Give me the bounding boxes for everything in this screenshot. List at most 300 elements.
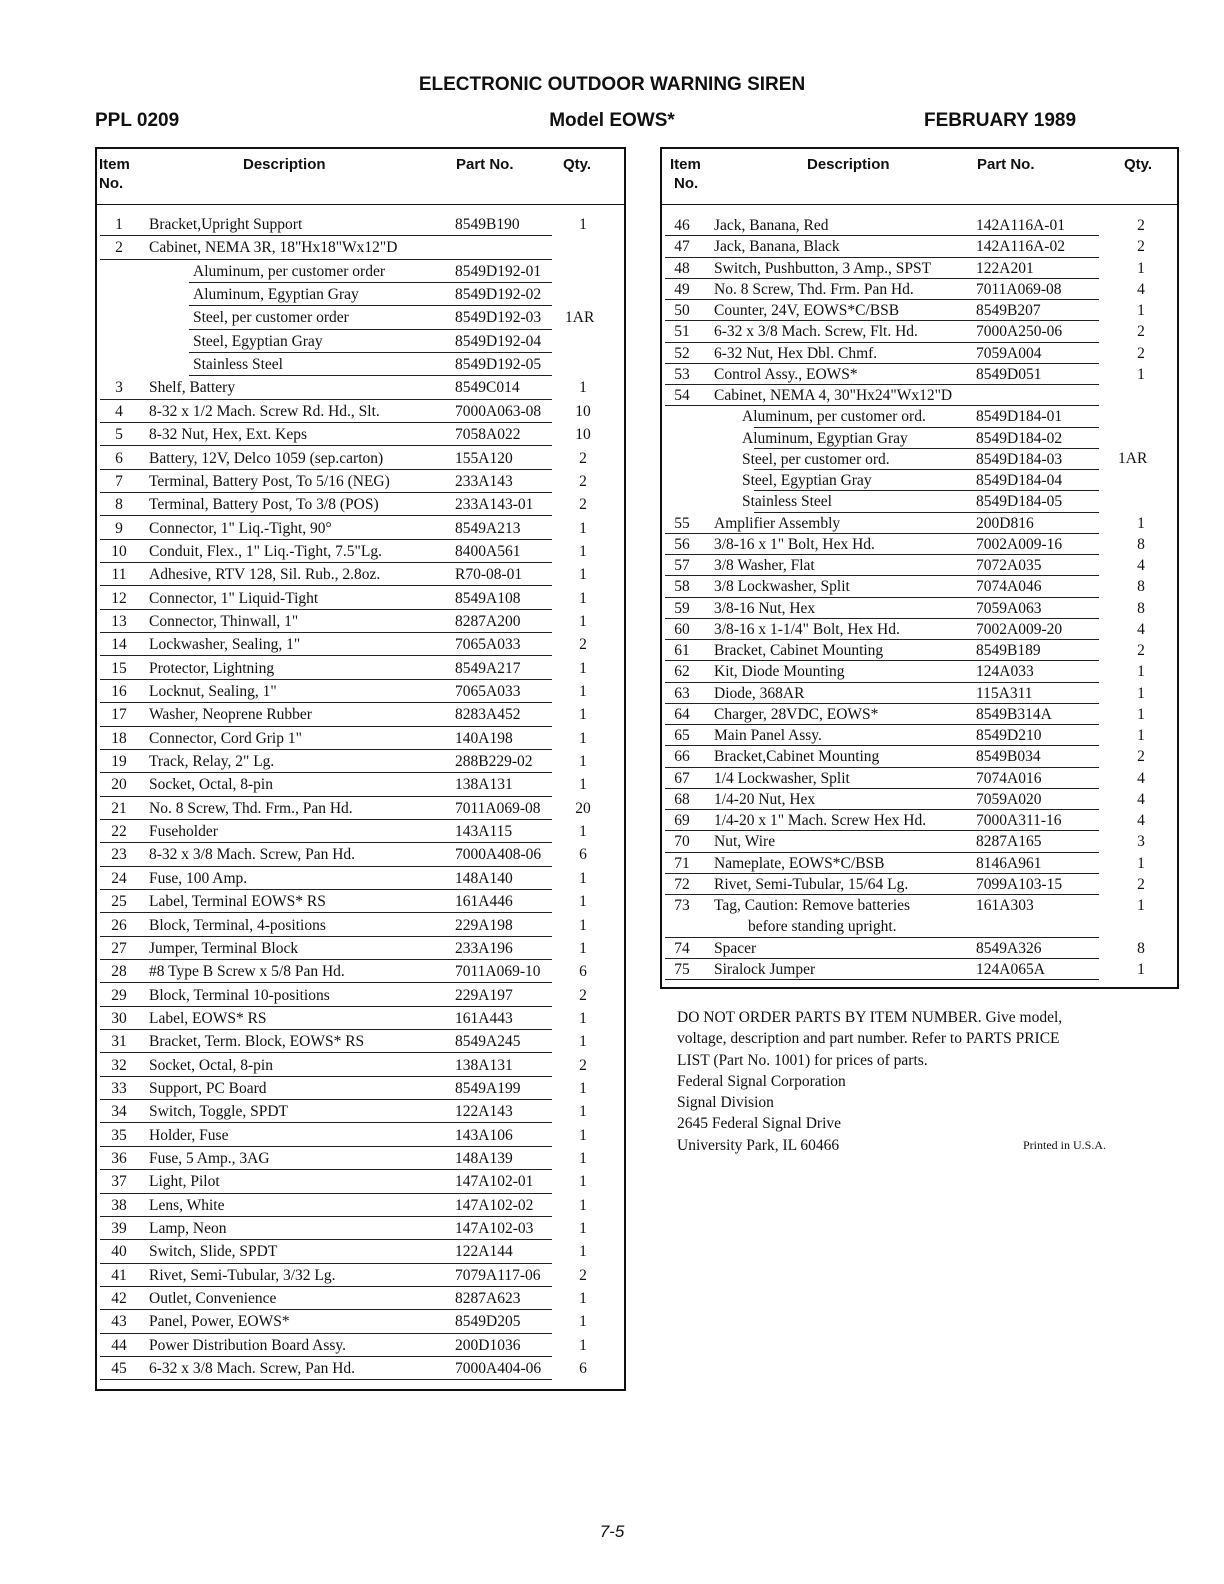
quantity: 2 [579, 986, 587, 1004]
quantity: 1 [1137, 302, 1145, 319]
table-row [662, 279, 1177, 300]
part-number: 8549D184-01 [976, 408, 1063, 426]
item-number: 18 [111, 729, 127, 747]
part-number: 140A198 [455, 729, 513, 747]
quantity: 1 [579, 612, 587, 630]
header-part-no: Part No. [977, 156, 1035, 173]
part-number: 8549A217 [455, 659, 521, 677]
item-number: 62 [674, 663, 690, 681]
item-number: 2 [115, 239, 123, 257]
table-row [662, 576, 1177, 597]
quantity: 20 [575, 799, 591, 817]
part-number: 7000A408-06 [455, 846, 542, 864]
table-row [662, 704, 1177, 725]
part-number: 7002A009-16 [976, 535, 1063, 553]
table-row [97, 1007, 624, 1030]
part-number: 8549D051 [976, 365, 1042, 383]
part-number: 7011A069-10 [455, 963, 541, 981]
item-description: Locknut, Sealing, 1" [149, 683, 277, 700]
item-number: 11 [111, 566, 127, 584]
item-number: 68 [674, 790, 690, 808]
item-description: Jack, Banana, Red [714, 217, 829, 234]
item-number: 10 [111, 542, 127, 560]
part-number: 148A140 [455, 869, 513, 887]
part-number: 229A198 [455, 916, 513, 934]
item-number: 52 [674, 344, 690, 362]
item-description: Aluminum, Egyptian Gray [193, 286, 359, 304]
item-description: Block, Terminal 10-positions [149, 986, 330, 1004]
table-row [97, 353, 624, 376]
table-row [97, 213, 624, 236]
note-line: Signal Division [677, 1094, 774, 1112]
part-number: 143A106 [455, 1126, 513, 1144]
quantity: 2 [579, 496, 587, 514]
part-number: 8549D184-03 [976, 450, 1063, 468]
item-number: 26 [111, 916, 127, 934]
table-row [97, 914, 624, 937]
quantity: 1 [1137, 663, 1145, 681]
item-description: Bracket, Cabinet Mounting [714, 642, 884, 659]
quantity: 1 [579, 729, 587, 747]
item-description: Spacer [714, 939, 757, 957]
table-row [97, 984, 624, 1007]
item-number: 32 [111, 1056, 127, 1074]
table-row [97, 890, 624, 913]
item-number: 20 [111, 776, 127, 794]
item-number: 19 [111, 753, 127, 771]
table-row [662, 746, 1177, 767]
item-description: Switch, Slide, SPDT [149, 1243, 278, 1261]
quantity: 8 [1137, 599, 1145, 617]
item-description: Panel, Power, EOWS* [149, 1313, 290, 1331]
table-row [662, 364, 1177, 385]
item-description: Socket, Octal, 8-pin [149, 776, 273, 794]
table-row [662, 385, 1177, 406]
item-description: Fuseholder [149, 823, 218, 841]
quantity: 2 [579, 636, 587, 654]
item-description: Tag, Caution: Remove batteries [714, 897, 911, 914]
item-number: 7 [115, 472, 123, 490]
table-row [97, 960, 624, 983]
table-row [97, 236, 624, 259]
item-number: 15 [111, 659, 127, 677]
part-number: 7059A004 [976, 344, 1042, 362]
table-row [662, 449, 1177, 470]
item-number: 24 [111, 869, 127, 887]
item-number: 72 [674, 875, 690, 893]
item-description: 3/8 Lockwasher, Split [714, 578, 850, 596]
part-number: 8549A326 [976, 939, 1042, 957]
table-row [97, 1240, 624, 1263]
model-name: Model EOWS* [549, 110, 675, 131]
table-row [97, 447, 624, 470]
header-description: Description [243, 156, 326, 173]
item-number: 59 [674, 599, 690, 617]
item-number: 34 [111, 1103, 127, 1121]
item-number: 73 [674, 897, 690, 914]
table-row [662, 258, 1177, 279]
part-number: 229A197 [455, 986, 513, 1004]
item-number: 63 [674, 684, 690, 702]
table-row [662, 916, 1177, 937]
table-row [97, 517, 624, 540]
part-number: 147A102-02 [455, 1196, 534, 1214]
table-row [662, 215, 1177, 236]
table-row [97, 1147, 624, 1170]
quantity: 1 [579, 1126, 587, 1144]
item-number: 75 [674, 960, 690, 978]
item-description: Label, Terminal EOWS* RS [149, 893, 326, 911]
quantity: 1 [579, 1079, 587, 1097]
item-number: 12 [111, 589, 127, 607]
item-number: 45 [111, 1360, 127, 1378]
item-number: 27 [111, 939, 127, 957]
item-number: 23 [111, 846, 127, 864]
part-number: 142A116A-01 [976, 217, 1065, 234]
quantity: 1 [579, 1220, 587, 1238]
quantity: 1 [579, 706, 587, 724]
quantity: 2 [1137, 748, 1145, 766]
part-number: 147A102-03 [455, 1220, 534, 1238]
table-row [97, 1217, 624, 1240]
table-row [97, 937, 624, 960]
item-number: 37 [111, 1173, 127, 1191]
part-number: 122A143 [455, 1103, 513, 1121]
part-number: 161A443 [455, 1009, 513, 1027]
item-description: 6-32 x 3/8 Mach. Screw, Pan Hd. [149, 1360, 356, 1378]
table-row [97, 1077, 624, 1100]
quantity: 1 [579, 659, 587, 677]
item-description: Bracket, Term. Block, EOWS* RS [149, 1033, 365, 1051]
quantity: 4 [1137, 280, 1145, 298]
part-number: 138A131 [455, 1056, 513, 1074]
part-number: 8549D184-05 [976, 493, 1063, 511]
item-number: 4 [115, 402, 123, 420]
table-row [662, 470, 1177, 491]
quantity: 1 [579, 683, 587, 700]
item-description: Stainless Steel [193, 356, 283, 374]
part-number: 200D816 [976, 514, 1034, 532]
note-line: DO NOT ORDER PARTS BY ITEM NUMBER. Give model, [677, 1009, 1063, 1026]
header-part-no: Part No. [456, 156, 514, 173]
part-number: 161A446 [455, 893, 513, 911]
quantity: 10 [575, 426, 591, 444]
item-description: 6-32 Nut, Hex Dbl. Chmf. [714, 344, 878, 362]
item-description: Washer, Neoprene Rubber [149, 706, 312, 724]
quantity: 2 [1137, 642, 1145, 659]
part-number: 200D1036 [455, 1336, 521, 1354]
part-number: 7099A103-15 [976, 875, 1063, 893]
item-description: Amplifier Assembly [714, 514, 841, 532]
table-row [97, 773, 624, 796]
quantity: 1 [579, 869, 587, 887]
quantity: 2 [579, 1266, 587, 1284]
table-row [662, 491, 1177, 512]
part-number: 7059A063 [976, 599, 1042, 617]
table-header [97, 149, 624, 205]
part-number: 8549D192-04 [455, 332, 542, 350]
part-number: 147A102-01 [455, 1173, 534, 1191]
item-description: Socket, Octal, 8-pin [149, 1056, 273, 1074]
item-description: Charger, 28VDC, EOWS* [714, 705, 879, 723]
ppl-number: PPL 0209 [95, 110, 180, 131]
item-description: Cabinet, NEMA 4, 30"Hx24"Wx12"D [714, 387, 953, 404]
quantity: 10 [575, 402, 591, 420]
item-description: 1/4 Lockwasher, Split [714, 769, 850, 787]
quantity: 1 [1137, 960, 1145, 978]
item-number: 74 [674, 939, 690, 957]
note-line: University Park, IL 60466 [677, 1136, 840, 1154]
quantity: 2 [579, 472, 587, 490]
quantity: 2 [1137, 323, 1145, 341]
item-description: Lockwasher, Sealing, 1" [149, 636, 301, 654]
item-number: 1 [115, 216, 123, 233]
item-description: Rivet, Semi-Tubular, 15/64 Lg. [714, 875, 909, 893]
quantity: 1 [1137, 514, 1145, 532]
part-number: 8549A108 [455, 589, 521, 607]
item-description: Nut, Wire [714, 833, 776, 851]
item-description: Shelf, Battery [149, 379, 236, 397]
quantity: 1 [1137, 897, 1145, 914]
item-number: 38 [111, 1196, 127, 1214]
item-description: Switch, Toggle, SPDT [149, 1103, 289, 1121]
item-description: Diode, 368AR [714, 684, 805, 702]
part-number: 8549D192-01 [455, 262, 542, 280]
item-description: Steel, Egyptian Gray [742, 472, 872, 489]
part-number: 8287A165 [976, 833, 1042, 851]
table-row [97, 727, 624, 750]
table-row [97, 1124, 624, 1147]
quantity: 3 [1137, 833, 1145, 851]
item-number: 5 [115, 426, 123, 444]
table-row [662, 661, 1177, 682]
quantity: 4 [1137, 769, 1145, 787]
item-description: Switch, Pushbutton, 3 Amp., SPST [714, 259, 932, 277]
table-row [97, 797, 624, 820]
quantity: 1 [579, 1336, 587, 1354]
quantity: 1 [579, 1290, 587, 1308]
table-row [662, 853, 1177, 874]
quantity: 2 [579, 1056, 587, 1074]
item-description: 8-32 x 3/8 Mach. Screw, Pan Hd. [149, 846, 356, 864]
quantity: 1 [579, 893, 587, 911]
note-line: LIST (Part No. 1001) for prices of parts. [677, 1051, 928, 1069]
document-title: ELECTRONIC OUTDOOR WARNING SIREN [418, 74, 806, 95]
quantity: 1 [579, 753, 587, 771]
part-number: 7000A250-06 [976, 323, 1063, 341]
quantity: 4 [1137, 790, 1145, 808]
item-description: No. 8 Screw, Thd. Frm., Pan Hd. [149, 799, 353, 817]
part-number: 161A303 [976, 897, 1034, 914]
item-description: Support, PC Board [149, 1079, 267, 1097]
table-header [662, 149, 1177, 205]
quantity: 4 [1137, 620, 1145, 638]
table-row [97, 843, 624, 866]
table-row [97, 610, 624, 633]
item-number: 31 [111, 1033, 127, 1051]
item-number: 13 [111, 612, 127, 630]
table-row [662, 343, 1177, 364]
quantity: 1 [579, 823, 587, 841]
item-description: Steel, Egyptian Gray [193, 332, 323, 350]
table-row [662, 938, 1177, 959]
item-description: Adhesive, RTV 128, Sil. Rub., 2.8oz. [149, 566, 381, 584]
quantity: 1 [579, 1313, 587, 1331]
header-no: No. [674, 175, 699, 192]
part-number: 148A139 [455, 1150, 513, 1167]
item-number: 22 [111, 823, 127, 841]
quantity: 6 [579, 1360, 587, 1378]
part-number: 8400A561 [455, 542, 521, 560]
header-item: Item [670, 156, 701, 173]
item-number: 61 [674, 642, 690, 659]
item-number: 67 [674, 769, 690, 787]
item-description: Siralock Jumper [714, 960, 816, 978]
quantity: 1 [579, 1009, 587, 1027]
item-description: 3/8-16 Nut, Hex [714, 599, 816, 617]
part-number: 155A120 [455, 449, 513, 467]
table-row [97, 587, 624, 610]
item-description: 3/8-16 x 1-1/4" Bolt, Hex Hd. [714, 620, 900, 638]
table-row [97, 750, 624, 773]
part-number: 8549D192-05 [455, 356, 542, 374]
table-row [97, 330, 624, 353]
item-number: 51 [674, 323, 690, 341]
part-number: 8549D205 [455, 1313, 521, 1331]
quantity: 1 [579, 1103, 587, 1121]
part-number: 233A143-01 [455, 496, 534, 514]
header-description: Description [807, 156, 890, 173]
part-number: 143A115 [455, 823, 513, 841]
item-number: 42 [111, 1290, 127, 1308]
part-number: 7059A020 [976, 790, 1042, 808]
table-row [97, 470, 624, 493]
part-number: 233A196 [455, 939, 513, 957]
item-number: 9 [115, 519, 123, 537]
item-description: Terminal, Battery Post, To 3/8 (POS) [149, 496, 379, 514]
part-number: 8549B207 [976, 302, 1041, 319]
table-row [662, 598, 1177, 619]
table-row [662, 789, 1177, 810]
item-description: Jumper, Terminal Block [149, 939, 299, 957]
part-number: 8549B314A [976, 705, 1052, 723]
header-no: No. [99, 175, 124, 192]
item-description: Steel, per customer order [193, 309, 349, 327]
item-description: Cabinet, NEMA 3R, 18"Hx18"Wx12"D [149, 239, 398, 257]
table-row [662, 534, 1177, 555]
table-row [97, 633, 624, 656]
part-number: 7072A035 [976, 557, 1042, 574]
note-line: 2645 Federal Signal Drive [677, 1115, 842, 1133]
item-number: 3 [115, 379, 123, 397]
item-number: 35 [111, 1126, 127, 1144]
item-number: 55 [674, 514, 690, 532]
item-description: #8 Type B Screw x 5/8 Pan Hd. [149, 963, 345, 981]
part-number: 8287A623 [455, 1290, 521, 1308]
table-row [662, 321, 1177, 342]
part-number: 7011A069-08 [455, 799, 541, 817]
item-description: Main Panel Assy. [714, 727, 822, 744]
item-description: Holder, Fuse [149, 1126, 229, 1144]
item-number: 69 [674, 812, 690, 829]
quantity: 1 [1137, 854, 1145, 872]
item-number: 46 [674, 217, 690, 234]
table-row [97, 867, 624, 890]
item-description: 8-32 x 1/2 Mach. Screw Rd. Hd., Slt. [149, 402, 380, 420]
group-qty: 1AR [1118, 450, 1148, 467]
item-description: Aluminum, per customer ord. [742, 408, 926, 426]
table-row [97, 1030, 624, 1053]
part-number: 7000A311-16 [976, 812, 1062, 829]
item-number: 39 [111, 1220, 127, 1238]
part-number: 8549A213 [455, 519, 521, 537]
item-description: before standing upright. [748, 918, 897, 936]
quantity: 4 [1137, 557, 1145, 574]
note-line: voltage, description and part number. Refer to PARTS PRICE [677, 1030, 1060, 1048]
group-qty: 1AR [565, 309, 595, 326]
item-description: Terminal, Battery Post, To 5/16 (NEG) [149, 472, 390, 490]
quantity: 1 [579, 216, 587, 233]
item-description: Track, Relay, 2" Lg. [149, 753, 275, 771]
table-row [97, 563, 624, 586]
table-row [662, 725, 1177, 746]
quantity: 1 [1137, 259, 1145, 277]
item-description: Bracket,Upright Support [149, 216, 303, 233]
item-description: Aluminum, Egyptian Gray [742, 429, 908, 447]
item-number: 17 [111, 706, 127, 724]
quantity: 2 [1137, 238, 1145, 256]
item-description: Protector, Lightning [149, 659, 275, 677]
item-description: 8-32 Nut, Hex, Ext. Keps [149, 426, 307, 444]
ordering-note [677, 1007, 1137, 1156]
part-number: 8549B189 [976, 642, 1041, 659]
quantity: 1 [1137, 365, 1145, 383]
table-row [97, 1334, 624, 1357]
item-description: Rivet, Semi-Tubular, 3/32 Lg. [149, 1266, 336, 1284]
quantity: 2 [1137, 217, 1145, 234]
quantity: 6 [579, 846, 587, 864]
item-number: 36 [111, 1150, 127, 1167]
table-row [662, 768, 1177, 789]
table-row [662, 428, 1177, 449]
part-number: 8549D210 [976, 727, 1042, 744]
table-row [662, 959, 1177, 980]
item-description: Fuse, 100 Amp. [149, 869, 248, 887]
quantity: 1 [579, 519, 587, 537]
table-row [97, 306, 624, 329]
item-description: 1/4-20 x 1" Mach. Screw Hex Hd. [714, 812, 927, 829]
item-description: Aluminum, per customer order [193, 262, 385, 280]
table-row [97, 540, 624, 563]
part-number: 8287A200 [455, 612, 521, 630]
quantity: 1 [1137, 705, 1145, 723]
quantity: 1 [579, 542, 587, 560]
quantity: 1 [579, 1196, 587, 1214]
item-description: Power Distribution Board Assy. [149, 1336, 347, 1354]
item-number: 70 [674, 833, 690, 851]
part-number: 115A311 [976, 684, 1033, 702]
item-description: Steel, per customer ord. [742, 450, 890, 468]
quantity: 4 [1137, 812, 1145, 829]
item-number: 14 [111, 636, 127, 654]
item-number: 66 [674, 748, 690, 766]
header-item: Item [99, 156, 130, 173]
table-row [97, 703, 624, 726]
table-row [97, 1100, 624, 1123]
item-number: 8 [115, 496, 123, 514]
quantity: 2 [1137, 875, 1145, 893]
quantity: 1 [579, 776, 587, 794]
